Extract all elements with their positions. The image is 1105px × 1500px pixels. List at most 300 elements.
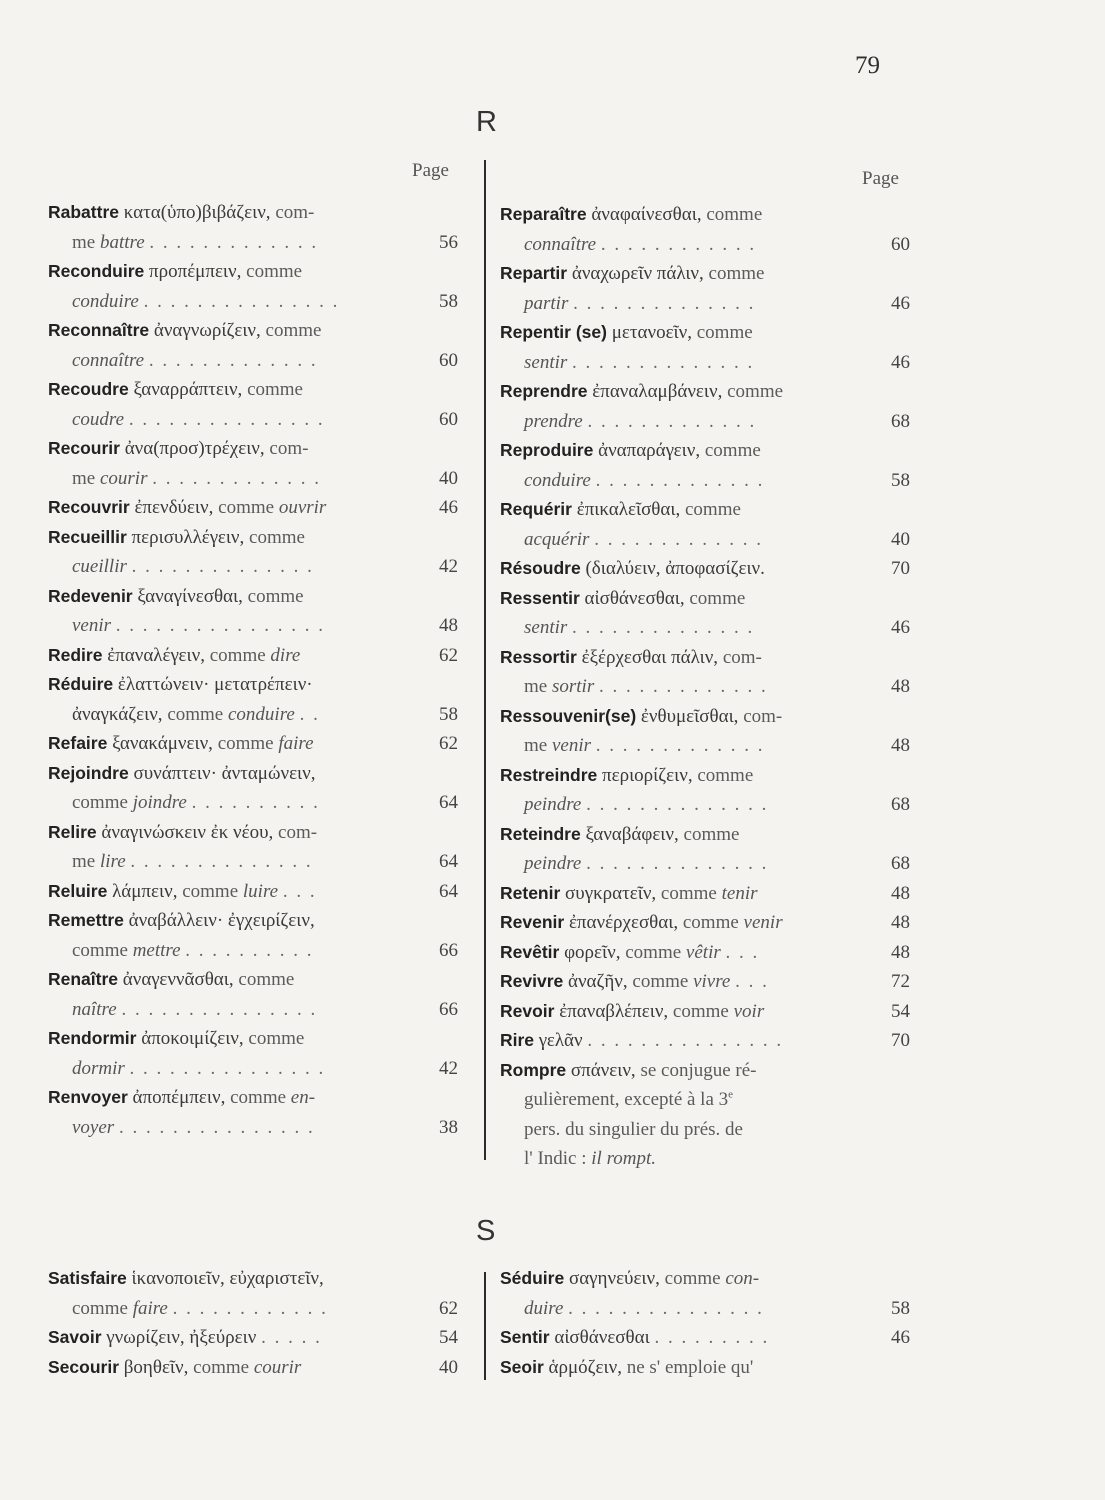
leader-dots: . . . . . . . . . . . . . .	[586, 853, 769, 874]
greek-translation: ἐπαναλαμβάνειν,	[592, 381, 723, 402]
entry-line	[500, 200, 910, 230]
reference-verb: joindre	[132, 792, 187, 813]
entry-line	[48, 582, 458, 612]
greek-translation: ἐπενδύειν,	[134, 497, 214, 518]
reference-verb: sortir	[551, 676, 595, 697]
entry-line	[48, 434, 458, 464]
comme-text: comme	[247, 379, 303, 400]
entry-line	[48, 316, 458, 346]
headword: Remettre	[48, 910, 124, 930]
page-ref: 72	[891, 971, 910, 992]
greek-translation: συγκρατεῖν,	[565, 882, 657, 904]
entry-line	[48, 552, 458, 582]
page-ref: 64	[439, 792, 458, 813]
entry-line	[48, 198, 458, 228]
page-number: 79	[855, 52, 880, 79]
entry-line	[500, 377, 910, 407]
section-letter-s: S	[476, 1215, 496, 1247]
greek-translation: προπέμπειν,	[149, 261, 242, 282]
entry-line	[500, 1294, 910, 1324]
comme-text: comme	[632, 971, 689, 992]
comme-text: com-	[743, 705, 783, 727]
page-ref: 40	[439, 1356, 458, 1378]
entry-line	[500, 1353, 910, 1383]
reference-verb: faire	[132, 1297, 168, 1319]
reference-verb: prendre	[524, 410, 583, 432]
greek-translation: ξαναρράπτειν,	[133, 379, 243, 400]
entry-line	[48, 877, 458, 907]
headword: Rompre	[500, 1059, 567, 1080]
leader-dots: . . . . . . . . . . . . .	[149, 231, 319, 253]
comme-text: comme	[246, 261, 303, 282]
headword: Recueillir	[48, 526, 127, 547]
entry-line	[500, 938, 910, 968]
leader-dots: . . . . . . . . . . . . . . .	[129, 1057, 326, 1079]
leader-dots: . . . . . . . . .	[654, 1327, 770, 1348]
entry-line	[500, 997, 910, 1027]
reference-verb: coudre	[72, 408, 125, 430]
page-ref: 64	[439, 851, 458, 872]
page-ref: 46	[891, 617, 910, 638]
comme-text: comme	[727, 381, 784, 402]
note-text: se conjugue ré-	[640, 1059, 757, 1081]
entry-line	[500, 672, 910, 702]
superscript: e	[728, 1088, 734, 1101]
reference-verb: courir	[253, 1356, 302, 1378]
greek-translation: ἐλαττώνειν· μετατρέπειν·	[117, 674, 313, 695]
leader-dots: . . . . . . . . . . . .	[600, 233, 757, 255]
comme-text: comme	[247, 585, 304, 607]
headword: Redevenir	[48, 585, 133, 606]
leader-dots: . . . . . . . . . . . . . . .	[143, 290, 340, 312]
reference-verb: venir	[551, 735, 592, 756]
greek-translation: μετανοεῖν,	[611, 322, 692, 343]
reference-verb: naître	[72, 998, 117, 1020]
headword: Ressentir	[500, 587, 580, 608]
page-ref: 48	[439, 615, 458, 636]
greek-translation: ξανακάμνειν,	[112, 733, 213, 754]
greek-translation: φορεῖν,	[564, 941, 621, 963]
entry-line	[48, 995, 458, 1025]
leader-dots: . . .	[735, 971, 769, 992]
greek-translation: ἀναχωρεῖν πάλιν,	[571, 263, 704, 284]
entries-r-right	[500, 200, 910, 1174]
page-ref: 70	[891, 558, 910, 579]
headword: Renvoyer	[48, 1087, 128, 1107]
greek-translation: ἀναπαράγειν,	[598, 440, 701, 461]
page-column-header-right: Page	[862, 168, 899, 189]
greek-translation: βοηθεῖν,	[123, 1356, 189, 1378]
reference-verb: vivre	[693, 971, 731, 992]
leader-dots: . . . . . . . . . . . . . . .	[128, 408, 325, 430]
entry-line	[48, 405, 458, 435]
greek-translation: γελᾶν	[538, 1030, 583, 1051]
comme-text: comme	[265, 320, 322, 341]
reference-verb: lire	[99, 851, 126, 872]
headword: Rire	[500, 1030, 535, 1050]
entry-line	[48, 641, 458, 671]
leader-dots: . . . . . . . . . . . . . .	[573, 292, 756, 314]
entry-line	[48, 228, 458, 258]
entry-line	[48, 1294, 458, 1324]
greek-translation: ἀναφαίνεσθαι,	[591, 204, 702, 225]
page-ref: 48	[891, 912, 910, 933]
entry-line	[48, 493, 458, 523]
headword: Refaire	[48, 733, 108, 753]
leader-dots: . . . . . . . . . .	[191, 792, 320, 813]
note-text: l' Indic :	[524, 1148, 587, 1169]
column-divider	[484, 1272, 486, 1380]
reference-verb: con-	[725, 1268, 760, 1289]
leader-dots: . . . . . . . . . . . . . . .	[587, 1030, 784, 1051]
entry-line	[48, 375, 458, 405]
headword: Résoudre	[500, 558, 581, 578]
entry-line	[48, 965, 458, 995]
page-ref: 62	[439, 1297, 458, 1319]
reference-verb: duire	[524, 1297, 564, 1319]
leader-dots: . . . . . . . . . . . . . . . .	[115, 615, 326, 636]
entry-line	[48, 818, 458, 848]
leader-dots: . . . . . . . . . . . . .	[595, 469, 765, 491]
leader-dots: . . . . . . . . . . . . .	[594, 528, 763, 550]
headword: Séduire	[500, 1268, 565, 1288]
leader-dots: . . . . . . . . . . . . .	[598, 676, 768, 697]
entry-line	[500, 879, 910, 909]
comme-text: comme	[167, 703, 224, 725]
reference-verb: il rompt.	[591, 1148, 657, 1169]
greek-translation: ἀποπέμπειν,	[132, 1087, 226, 1108]
page-ref: 54	[439, 1327, 458, 1348]
headword: Satisfaire	[48, 1268, 127, 1288]
reference-verb: battre	[99, 231, 145, 253]
comme-text: comme	[660, 882, 717, 904]
headword: Revêtir	[500, 941, 560, 962]
headword: Reconduire	[48, 261, 145, 281]
greek-translation: ἐνθυμεῖσθαι,	[640, 705, 739, 727]
reference-verb: connaître	[72, 349, 145, 371]
headword: Rejoindre	[48, 762, 129, 783]
comme-text: comme	[72, 939, 128, 961]
greek-translation: ἀναγνωρίζειν,	[153, 320, 261, 341]
page-ref: 40	[891, 528, 910, 550]
greek-translation: ἐπαναλέγειν,	[107, 644, 205, 666]
entry-line	[500, 1056, 910, 1086]
page-ref: 46	[891, 1327, 910, 1348]
page-ref: 70	[891, 1030, 910, 1051]
reference-verb: luire	[242, 880, 279, 902]
comme-text: comme	[664, 1268, 721, 1289]
greek-translation: γνωρίζειν, ἠξεύρειν	[106, 1327, 257, 1348]
entry-line	[48, 936, 458, 966]
headword: Renaître	[48, 969, 119, 989]
reference-verb: partir	[524, 292, 569, 314]
headword: Rendormir	[48, 1028, 137, 1048]
entry-line	[500, 849, 910, 879]
greek-translation: ἐπανέρχεσθαι,	[568, 912, 679, 933]
reference-verb: courir	[99, 467, 148, 489]
entry-line	[48, 523, 458, 553]
entry-line	[48, 1054, 458, 1084]
reference-verb: dormir	[72, 1057, 125, 1079]
page-ref: 38	[439, 1116, 458, 1138]
leader-dots: . . . . . . . . . . . .	[172, 1297, 328, 1319]
comme-text: comme	[696, 322, 753, 343]
entry-line	[500, 1323, 910, 1353]
greek-translation: ἀνα(προσ)τρέχειν,	[124, 438, 265, 459]
entry-line	[48, 700, 458, 730]
entry-line	[48, 729, 458, 759]
leader-dots: . . . . . . . . . . . . .	[148, 349, 318, 371]
greek-translation: ἀναγκάζειν,	[72, 703, 163, 725]
page-ref: 48	[891, 676, 910, 697]
entry-line	[48, 1113, 458, 1143]
entry-line	[48, 906, 458, 936]
headword: Reconnaître	[48, 320, 150, 340]
page-ref: 54	[891, 1000, 910, 1022]
entry-line	[48, 611, 458, 641]
comme-text: comme	[248, 1028, 305, 1049]
greek-translation: σαγηνεύειν,	[568, 1268, 660, 1289]
greek-translation: ξαναγίνεσθαι,	[137, 585, 243, 607]
page-ref: 46	[439, 497, 458, 518]
headword: Reluire	[48, 880, 108, 901]
comme-text: comme	[72, 1297, 128, 1319]
page-ref: 40	[439, 467, 458, 489]
entry-line	[500, 731, 910, 761]
entry-line	[500, 554, 910, 584]
greek-translation: κατα(ὑπο)βιβάζειν,	[123, 202, 271, 223]
entry-line	[48, 1024, 458, 1054]
headword: Revenir	[500, 912, 565, 932]
reference-verb: connaître	[524, 233, 597, 255]
leader-dots: . . . . . . . . . . . . . .	[572, 617, 755, 638]
entry-line	[500, 318, 910, 348]
comme-text: comme	[708, 263, 765, 284]
comme-text: comme	[218, 497, 275, 518]
entry-line	[500, 348, 910, 378]
page-ref: 60	[439, 349, 458, 371]
leader-dots: . . . . . . . . . .	[185, 939, 314, 961]
entry-line	[500, 436, 910, 466]
page-ref: 58	[439, 290, 458, 312]
greek-translation: ἀναγεννᾶσθαι,	[122, 969, 234, 990]
comme-text: comme	[683, 823, 740, 845]
entry-line	[48, 670, 458, 700]
headword: Recoudre	[48, 379, 129, 399]
headword: Reteindre	[500, 823, 581, 844]
headword: Rabattre	[48, 202, 119, 222]
leader-dots: . . . . . . . . . . . . . .	[131, 556, 314, 577]
page-ref: 48	[891, 941, 910, 963]
reference-verb: venir	[743, 912, 783, 933]
greek-translation: ἀναζῆν,	[568, 971, 628, 992]
leader-dots: . .	[299, 703, 320, 725]
reference-verb: peindre	[524, 794, 582, 815]
entry-line	[500, 1115, 910, 1145]
headword: Restreindre	[500, 764, 598, 785]
reference-verb: en-	[290, 1087, 316, 1108]
entry-line	[500, 230, 910, 260]
comme-text: comme	[625, 941, 682, 963]
entry-line	[500, 1264, 910, 1294]
page-ref: 60	[891, 233, 910, 255]
comme-text: com-	[278, 821, 318, 843]
greek-translation: ἀναβάλλειν· ἐγχειρίζειν,	[128, 910, 315, 931]
greek-translation: ἀποκοιμίζειν,	[141, 1028, 244, 1049]
reference-verb: conduire	[524, 469, 591, 491]
comme-text: comme	[238, 969, 295, 990]
entry-line	[500, 1144, 910, 1174]
entries-s-right	[500, 1264, 910, 1382]
greek-translation: ἁρμόζειν,	[548, 1356, 622, 1378]
reference-verb: dire	[270, 644, 301, 666]
headword: Revivre	[500, 971, 564, 991]
comme-text: comme	[697, 764, 754, 786]
entry-line	[500, 584, 910, 614]
page-ref: 60	[439, 408, 458, 430]
comme-text: comme	[182, 880, 239, 902]
leader-dots: . . . . . . . . . . . . . . .	[118, 1116, 315, 1138]
headword: Réduire	[48, 674, 114, 694]
leader-dots: . . . . . . . . . . . . . . .	[121, 998, 318, 1020]
reference-verb: conduire	[72, 290, 139, 312]
entry-line	[48, 1323, 458, 1353]
headword: Savoir	[48, 1327, 102, 1347]
reference-verb: ouvrir	[278, 497, 327, 518]
page-ref: 56	[439, 231, 458, 253]
greek-translation: ἀναγινώσκειν ἐκ νέου,	[101, 821, 274, 843]
comme-text: me	[524, 735, 548, 756]
leader-dots: . . . . . . . . . . . . .	[152, 467, 321, 489]
entries-s-left	[48, 1264, 458, 1382]
page-ref: 42	[439, 556, 458, 577]
entry-line	[500, 820, 910, 850]
entry-line	[48, 788, 458, 818]
greek-translation: περιορίζειν,	[602, 764, 693, 786]
comme-text: comme	[706, 204, 763, 225]
reference-verb: sentir	[524, 617, 568, 638]
comme-text: ne s' emploie qu'	[626, 1356, 754, 1378]
page-ref: 46	[891, 292, 910, 314]
greek-translation: ἐξέρχεσθαι πάλιν,	[581, 646, 719, 668]
entry-line	[500, 525, 910, 555]
page-ref: 68	[891, 853, 910, 874]
greek-translation: αἰσθάνεσθαι	[554, 1327, 650, 1348]
headword: Repentir (se)	[500, 322, 607, 342]
page-ref: 42	[439, 1057, 458, 1079]
entry-line	[500, 407, 910, 437]
page-ref: 58	[439, 703, 458, 725]
page-ref: 58	[891, 1297, 910, 1319]
reference-verb: cueillir	[72, 556, 127, 577]
comme-text: me	[72, 851, 96, 872]
comme-text: me	[72, 467, 96, 489]
reference-verb: voir	[733, 1000, 765, 1022]
leader-dots: . . .	[725, 941, 760, 963]
comme-text: comme	[704, 440, 761, 461]
column-divider	[484, 160, 486, 1160]
comme-text: me	[72, 231, 96, 253]
headword: Reparaître	[500, 204, 587, 224]
entry-line	[48, 759, 458, 789]
greek-translation: συνάπτειν· ἀνταμώνειν,	[133, 762, 316, 784]
leader-dots: . . .	[282, 880, 317, 902]
headword: Repartir	[500, 263, 568, 283]
entry-line	[500, 466, 910, 496]
reference-verb: vêtir	[685, 941, 721, 963]
comme-text: comme	[193, 1356, 250, 1378]
greek-translation: ἱκανοποιεῖν, εὐχαριστεῖν,	[131, 1268, 324, 1289]
headword: Sentir	[500, 1327, 550, 1347]
comme-text: com-	[275, 202, 315, 223]
comme-text: comme	[230, 1087, 287, 1108]
comme-text: com-	[722, 646, 762, 668]
page-ref: 62	[439, 644, 458, 666]
headword: Relire	[48, 821, 97, 842]
entry-line	[500, 1026, 910, 1056]
entry-line	[500, 908, 910, 938]
entry-line	[48, 1264, 458, 1294]
reference-verb: sentir	[524, 351, 568, 373]
entry-line	[48, 1353, 458, 1383]
reference-verb: venir	[72, 615, 112, 636]
reference-verb: acquérir	[524, 528, 590, 550]
page-ref: 66	[439, 939, 458, 961]
headword: Retenir	[500, 882, 561, 903]
greek-translation: σπάνειν,	[570, 1059, 636, 1081]
comme-text: comme	[689, 587, 746, 609]
greek-translation: ξαναβάφειν,	[585, 823, 679, 845]
reference-verb: faire	[278, 733, 314, 754]
headword: Reproduire	[500, 440, 594, 460]
page-ref: 48	[891, 882, 910, 904]
headword: Requérir	[500, 499, 572, 519]
greek-translation: ἐπαναβλέπειν,	[559, 1000, 669, 1022]
headword: Ressortir	[500, 646, 577, 667]
leader-dots: . . . . . . . . . . . . . .	[130, 851, 313, 872]
entry-line	[500, 702, 910, 732]
entry-line	[48, 257, 458, 287]
entry-line	[500, 1085, 910, 1115]
reference-verb: peindre	[524, 853, 582, 874]
headword: Recouvrir	[48, 497, 130, 517]
entry-line	[48, 1083, 458, 1113]
leader-dots: . . . . . . . . . . . . . .	[586, 794, 769, 815]
note-text: gulièrement, excepté à la 3	[524, 1089, 729, 1110]
comme-text: com-	[269, 438, 309, 459]
greek-translation: λάμπειν,	[112, 880, 178, 902]
page-ref: 46	[891, 351, 910, 373]
page-ref: 66	[439, 998, 458, 1020]
entry-line	[48, 346, 458, 376]
headword: Seoir	[500, 1356, 544, 1377]
comme-text: comme	[682, 912, 739, 933]
page-ref: 68	[891, 410, 910, 432]
entry-line	[48, 464, 458, 494]
section-letter-r: R	[476, 106, 497, 138]
leader-dots: . . . . . . . . . . . . .	[587, 410, 757, 432]
reference-verb: tenir	[721, 882, 758, 904]
entry-line	[500, 790, 910, 820]
reference-verb: mettre	[132, 939, 181, 961]
reference-verb: voyer	[72, 1116, 115, 1138]
reference-verb: conduire	[228, 703, 295, 725]
page-ref: 48	[891, 735, 910, 756]
comme-text: comme	[217, 733, 274, 754]
headword: Recourir	[48, 438, 120, 458]
headword: Ressouvenir(se)	[500, 705, 637, 726]
greek-translation: αἰσθάνεσθαι,	[584, 587, 685, 609]
